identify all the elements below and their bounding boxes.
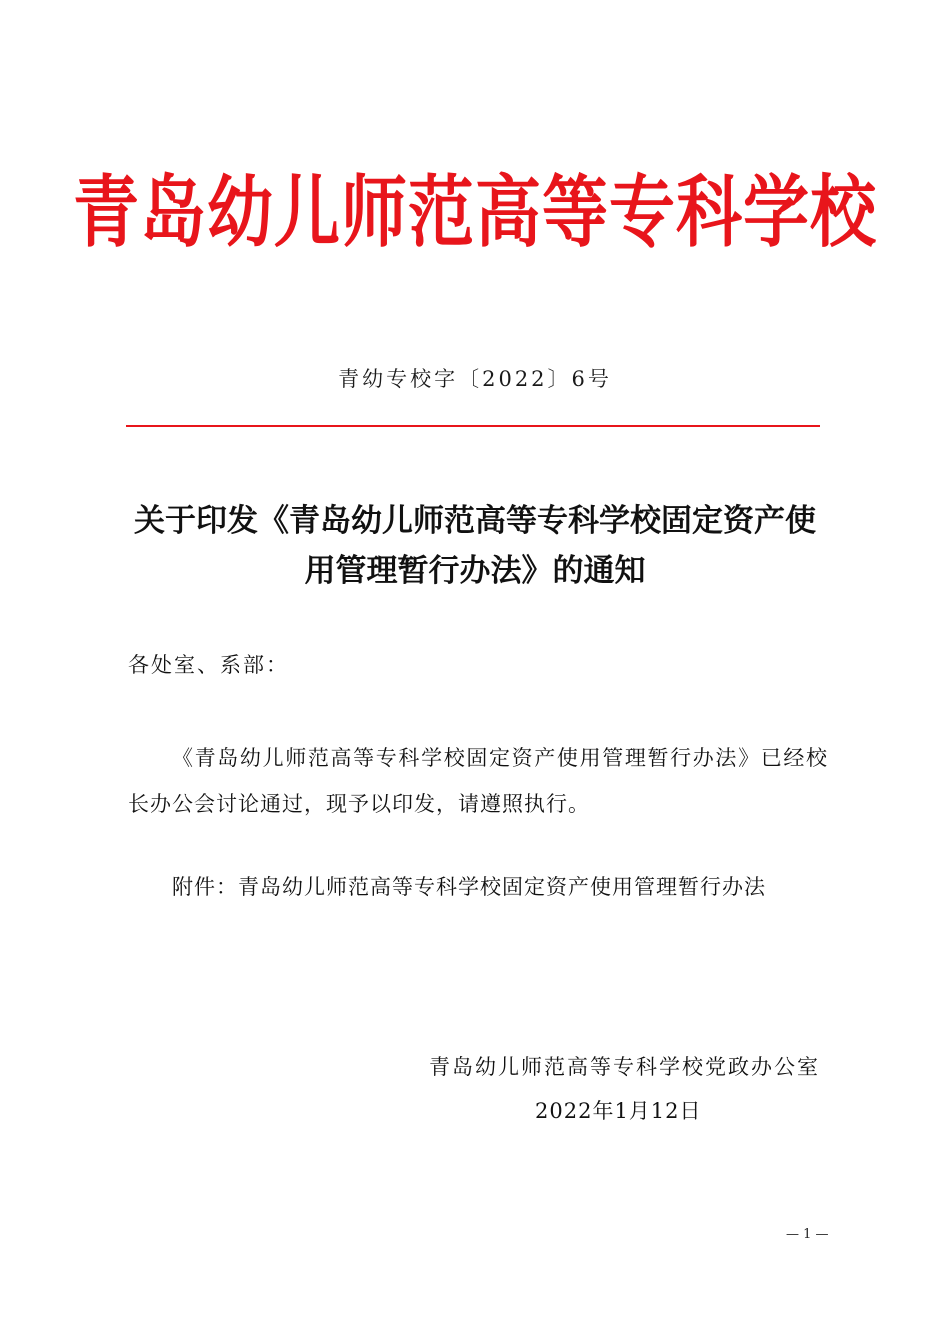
page-number: — 1 — xyxy=(786,1227,829,1242)
red-divider-line xyxy=(126,425,820,427)
salutation: 各处室、系部： xyxy=(128,653,289,677)
notice-title: 关于印发《青岛幼儿师范高等专科学校固定资产使用管理暂行办法》的通知 xyxy=(134,503,816,589)
masthead-title: 青岛幼儿师范高等专科学校 xyxy=(73,167,877,258)
body-paragraph: 《青岛幼儿师范高等专科学校固定资产使用管理暂行办法》已经校长办公会讨论通过，现予以印发，请遵照执行。 xyxy=(128,746,828,816)
issuer-signature: 青岛幼儿师范高等专科学校党政办公室 xyxy=(429,1055,820,1079)
document-number: 青幼专校字〔2022〕6号 xyxy=(338,367,612,391)
attachment-line: 附件：青岛幼儿师范高等专科学校固定资产使用管理暂行办法 xyxy=(172,875,766,899)
issue-date: 2022年1月12日 xyxy=(535,1099,702,1123)
